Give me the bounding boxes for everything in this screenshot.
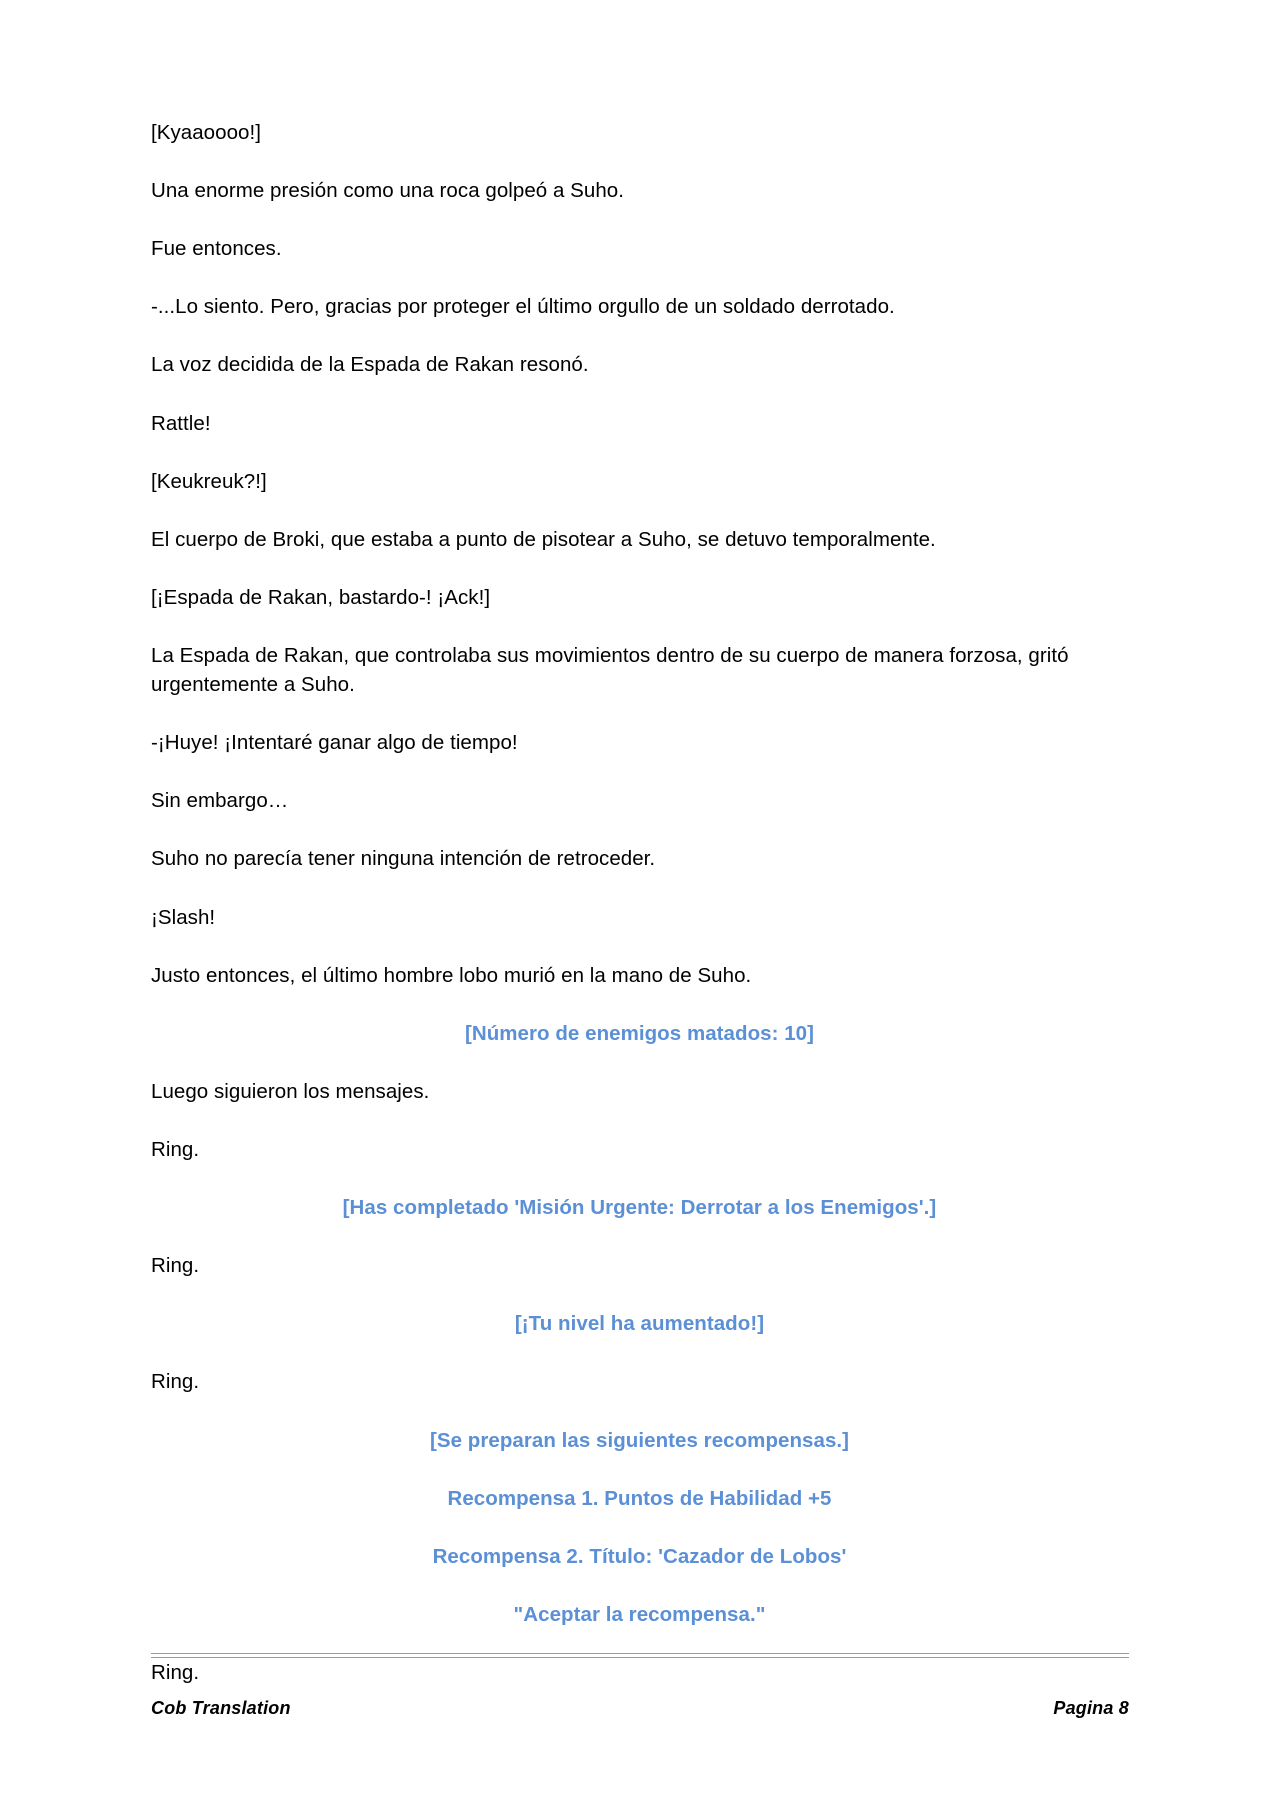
story-paragraph: La Espada de Rakan, que controlaba sus movimientos dentro de su cuerpo de manera forzosa, gritó urgentemente a Suho. [151,643,1069,697]
story-paragraph: ¡Slash! [151,905,216,929]
footer-divider-line-bottom [151,1657,1129,1658]
story-paragraph: Luego siguieron los mensajes. [151,1079,430,1103]
system-message: [¡Tu nivel ha aumentado!] [514,1312,765,1336]
story-paragraph: Justo entonces, el último hombre lobo murió en la mano de Suho. [151,963,752,987]
story-paragraph: Una enorme presión como una roca golpeó a Suho. [151,179,625,203]
system-message: "Aceptar la recompensa." [513,1602,766,1626]
system-message: Recompensa 1. Puntos de Habilidad +5 [447,1486,832,1510]
story-paragraph: -...Lo siento. Pero, gracias por proteger el último orgullo de un soldado derrotado. [151,295,895,319]
story-paragraph: Fue entonces. [151,237,282,261]
system-message: [Has completado 'Misión Urgente: Derrotar a los Enemigos'.] [342,1196,937,1220]
story-paragraph: Suho no parecía tener ninguna intención de retroceder. [151,847,656,871]
story-paragraph: Ring. [151,1137,200,1161]
page-footer [151,1698,1129,1719]
footer-divider [151,1653,1129,1658]
story-paragraph: -¡Huye! ¡Intentaré ganar algo de tiempo! [151,731,518,755]
system-message: Recompensa 2. Título: 'Cazador de Lobos' [432,1544,847,1568]
system-message: [Se preparan las siguientes recompensas.] [429,1428,850,1452]
footer-divider-line-top [151,1653,1129,1654]
story-paragraph: [¡Espada de Rakan, bastardo-! ¡Ack!] [151,585,491,609]
story-paragraph: Ring. [151,1254,200,1278]
document-body [151,118,1128,1687]
footer-translator-credit: Cob Translation [151,1698,291,1718]
story-paragraph: [Kyaaoooo!] [151,121,261,144]
footer-page-number: Pagina 8 [1053,1698,1129,1718]
story-paragraph: Ring. [151,1660,200,1684]
story-paragraph: Sin embargo… [151,789,289,813]
story-paragraph: El cuerpo de Broki, que estaba a punto de pisotear a Suho, se detuvo temporalmente. [151,527,936,551]
story-paragraph: Ring. [151,1370,200,1394]
story-paragraph: La voz decidida de la Espada de Rakan resonó. [151,353,589,377]
story-paragraph: Rattle! [151,411,211,435]
story-paragraph: [Keukreuk?!] [151,469,267,493]
system-message: [Número de enemigos matados: 10] [464,1021,815,1045]
